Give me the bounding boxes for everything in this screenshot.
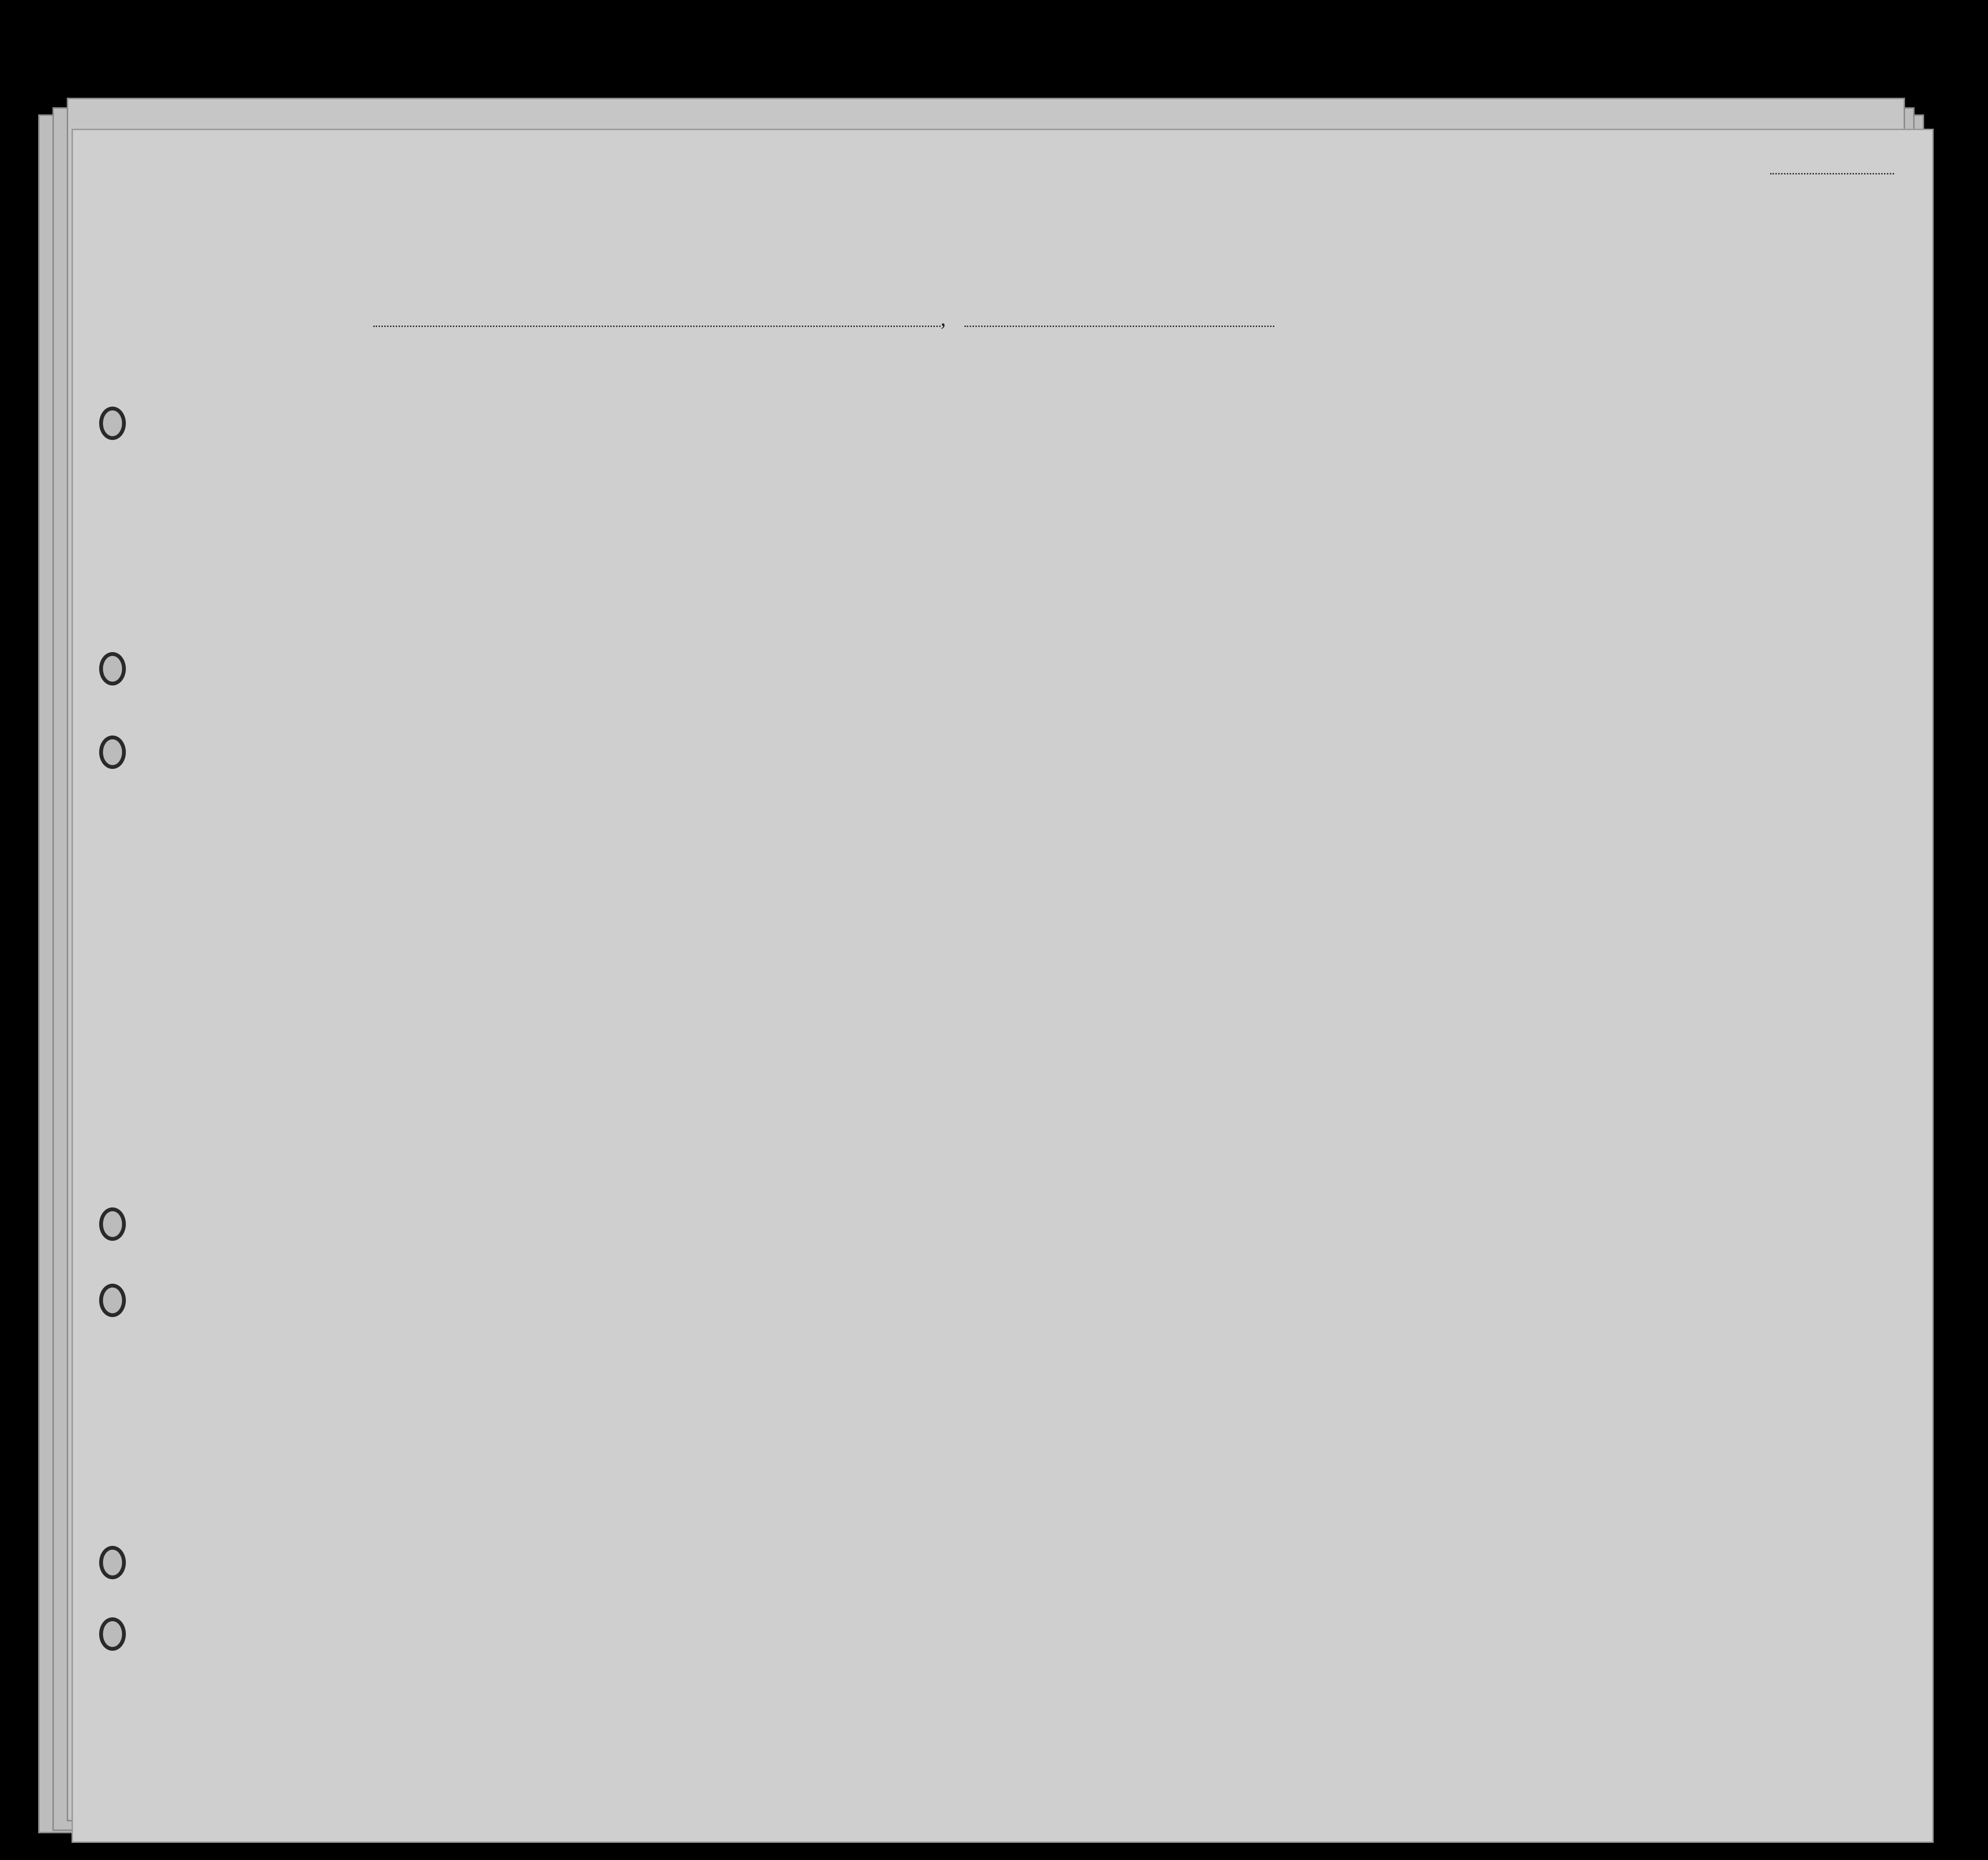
col-24-length — [1210, 397, 1239, 516]
col-24-citizen — [1262, 397, 1291, 516]
col-25-header — [1298, 388, 1327, 516]
col-26-header — [1332, 388, 1352, 516]
col-33-inches — [1649, 435, 1670, 516]
col-28-header — [1382, 388, 1424, 516]
col-30-header — [1470, 388, 1508, 516]
col-33-feet — [1626, 435, 1648, 516]
manifest-sheet — [72, 129, 1934, 1843]
col-19-header — [607, 373, 635, 516]
col-29-header — [1429, 388, 1465, 516]
comma: , — [941, 307, 946, 330]
col-21-header — [738, 373, 764, 516]
col-27-header — [1356, 388, 1375, 516]
col-24-return — [1160, 397, 1193, 516]
table-grid — [73, 130, 1932, 1841]
